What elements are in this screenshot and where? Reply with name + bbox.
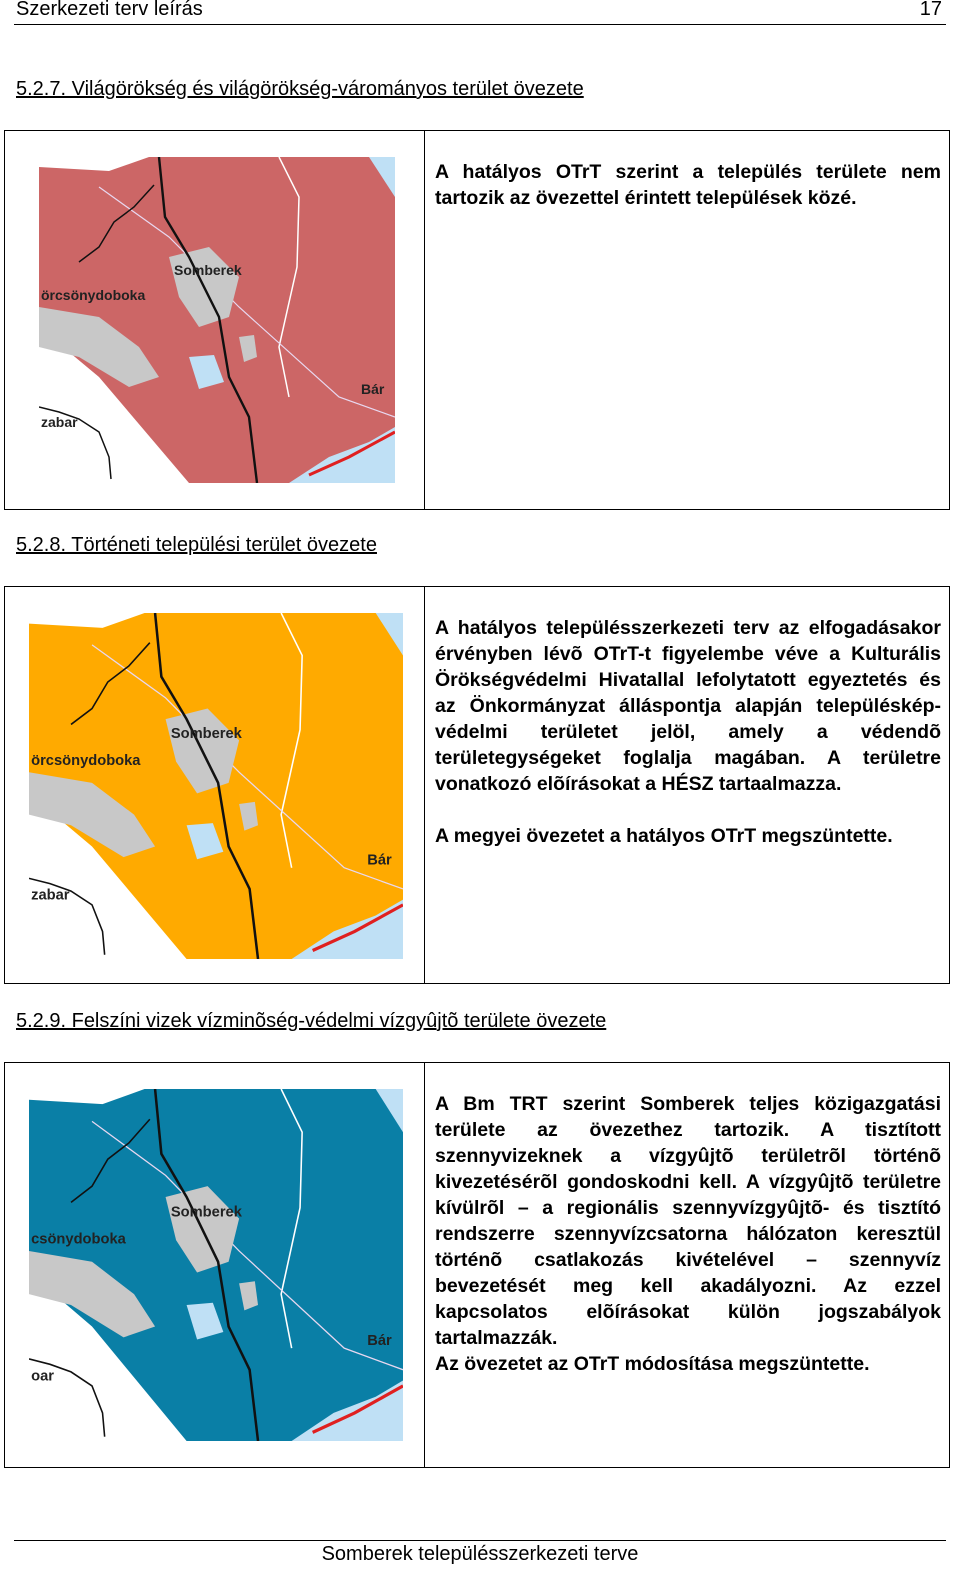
map-label: Somberek [170, 726, 242, 743]
section-heading-historic-area: 5.2.8. Történeti települési terület övezete [16, 534, 377, 556]
map-label: Bár [361, 381, 385, 397]
header-title: Szerkezeti terv leírás [16, 0, 203, 20]
map-image [29, 1089, 403, 1441]
page-number: 17 [919, 0, 942, 20]
page-header [14, 0, 946, 25]
section-box-water-quality [4, 1062, 950, 1468]
map-label: zabar [41, 414, 78, 430]
map-label: csönydoboka [31, 1231, 126, 1248]
zone-map-water-quality [5, 1063, 425, 1467]
zone-map-world-heritage [5, 131, 425, 509]
paragraph: Az övezetet az OTrT módosítása megszüntette. [435, 1353, 870, 1375]
section-box-historic-area [4, 586, 950, 984]
section-heading-world-heritage: 5.2.7. Világörökség és világörökség-várományos terület övezete [16, 78, 584, 100]
map-label: Bár [367, 852, 392, 869]
map-label: örcsönydoboka [41, 287, 146, 303]
map-image [39, 157, 395, 483]
page-footer [14, 1540, 946, 1581]
paragraph: A Bm TRT szerint Somberek teljes közigazgatási területe az övezethez tartozik. A tisztított szennyvizeknek a vízgyûjtõ területrõl történõ kivezetésérõl gondoskodni kell. A vízgyûjtõ területre kívülrõl – a regionális szennyvízgyûjtõ- és tisztító rendszerre szennyvízcsatorna hálózaton keresztül történõ csatlakozás kivételével – szennyvíz bevezetését meg kell akadályozni. Az ezzel kapcsolatos elõírásokat külön jogszabályok tartalmazzák. [435, 1093, 941, 1349]
zone-map-historic-area [5, 587, 425, 983]
map-label: zabar [31, 887, 70, 904]
map-label: oar [31, 1368, 54, 1385]
section-box-world-heritage [4, 130, 950, 510]
map-label: Somberek [170, 1204, 242, 1221]
map-image [29, 613, 403, 959]
paragraph: A hatályos településszerkezeti terv az elfogadásakor érvényben lévõ OTrT-t figyelembe véve a Kulturális Örökségvédelmi Hivatallal lefolytatott egyeztetés és az Önkormányzat álláspontja alapján településkép-védelmi területet jelöl, amely a védendõ területegységeket foglalja magában. A területre vonatkozó elõírásokat a HÉSZ tartaalmazza. [435, 617, 941, 795]
section-heading-water-quality: 5.2.9. Felszíni vizek vízminõség-védelmi vízgyûjtõ területe övezete [16, 1010, 607, 1032]
map-label: örcsönydoboka [31, 752, 141, 769]
paragraph: A hatályos OTrT szerint a település területe nem tartozik az övezettel érintett települések közé. [435, 161, 941, 209]
section-text [435, 615, 941, 849]
footer-text: Somberek településszerkezeti terve [321, 1543, 639, 1565]
paragraph: A megyei övezetet a hatályos OTrT megszüntette. [435, 825, 893, 847]
map-label: Bár [367, 1332, 392, 1349]
section-text [435, 1091, 941, 1377]
map-label: Somberek [174, 262, 242, 278]
section-text [435, 159, 941, 211]
